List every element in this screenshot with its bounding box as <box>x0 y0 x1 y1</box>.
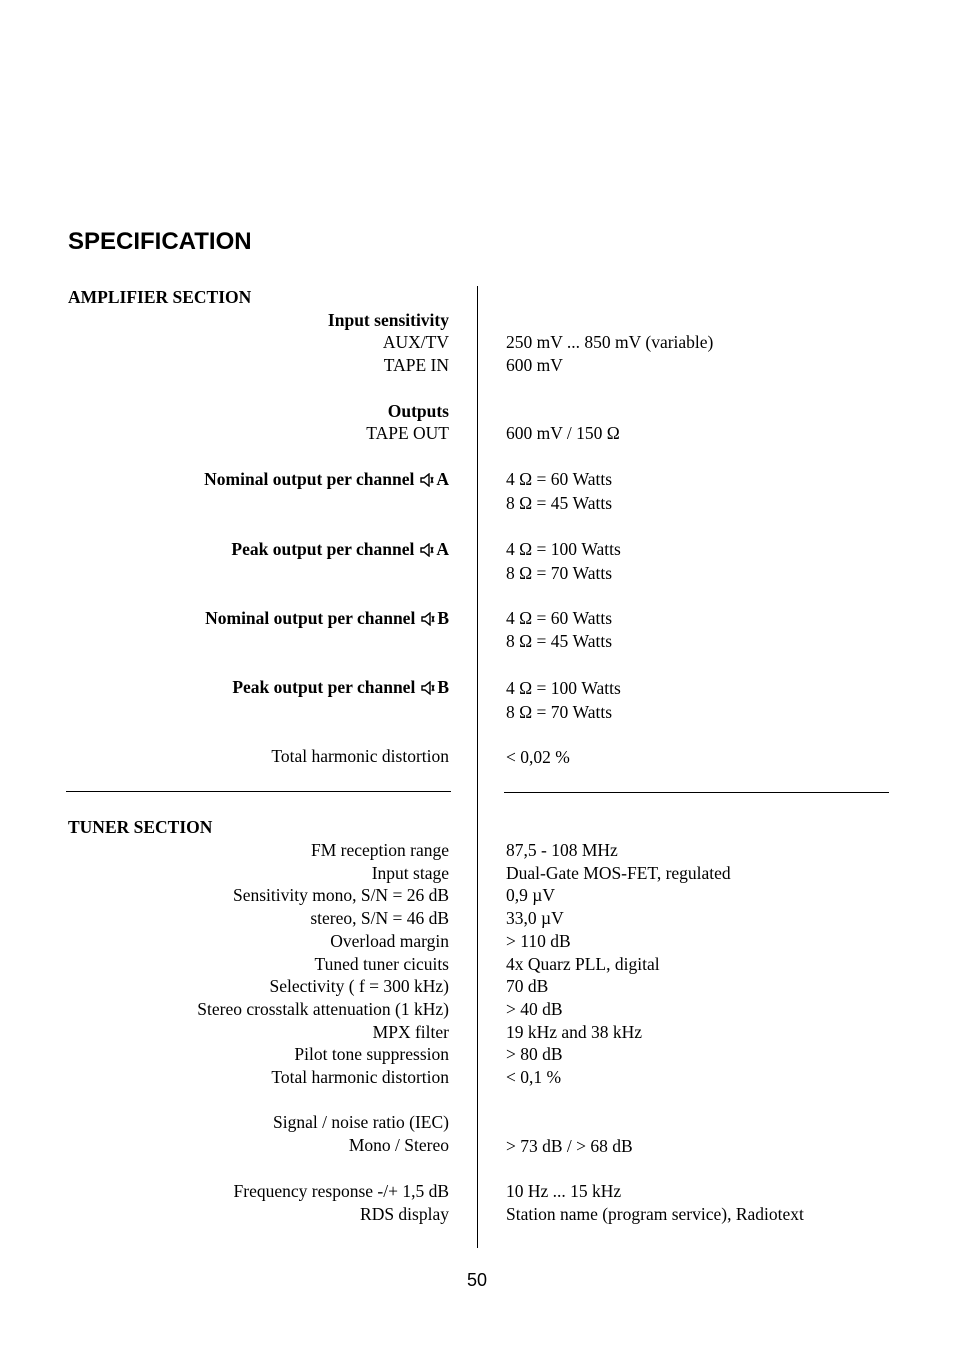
peak-output-b-value-1: 4 Ω = 100 Watts <box>506 678 621 698</box>
tuner-spec-label: Selectivity ( f = 300 kHz) <box>269 976 449 996</box>
tape-in-label: TAPE IN <box>383 355 449 375</box>
speaker-icon <box>420 473 434 487</box>
speaker-icon <box>420 543 434 557</box>
peak-output-a-label <box>231 538 449 560</box>
tuner-spec-label: Input stage <box>371 863 449 883</box>
nominal-output-a-text: Nominal output per channel <box>204 469 415 489</box>
peak-output-a-value-2: 8 Ω = 70 Watts <box>506 563 613 583</box>
tuner-spec-value: 4x Quarz PLL, digital <box>506 954 660 974</box>
tuner-spec-value: 33,0 µV <box>506 908 564 928</box>
amp-thd-value: < 0,02 % <box>506 747 570 767</box>
peak-output-b-text: Peak output per channel <box>232 677 416 697</box>
speaker-b-letter: B <box>437 677 449 697</box>
tuner-spec-value: 70 dB <box>506 976 549 996</box>
tuner-spec-label: Tuned tuner cicuits <box>314 954 449 974</box>
nominal-output-b-text: Nominal output per channel <box>205 608 416 628</box>
section-divider-left <box>66 791 451 792</box>
tuner-spec-value: < 0,1 % <box>506 1067 562 1087</box>
input-sensitivity-label: Input sensitivity <box>327 310 449 330</box>
nominal-output-b-value-2: 8 Ω = 45 Watts <box>506 631 613 651</box>
amplifier-section-heading: AMPLIFIER SECTION <box>68 287 252 307</box>
outputs-label: Outputs <box>387 401 449 421</box>
tuner-spec-label: Sensitivity mono, S/N = 26 dB <box>232 885 449 905</box>
speaker-a-letter: A <box>436 469 449 489</box>
page-number: 50 <box>466 1270 488 1290</box>
page-title: SPECIFICATION <box>68 228 252 255</box>
rds-value: Station name (program service), Radiotext <box>506 1204 804 1224</box>
aux-tv-label: AUX/TV <box>382 332 449 352</box>
freq-response-label: Frequency response -/+ 1,5 dB <box>233 1181 449 1201</box>
speaker-icon <box>421 612 435 626</box>
nominal-output-b-label <box>205 607 449 629</box>
tuner-spec-value: 19 kHz and 38 kHz <box>506 1022 643 1042</box>
rds-label: RDS display <box>360 1204 449 1224</box>
tuner-spec-value: > 110 dB <box>506 931 571 951</box>
amp-thd-label: Total harmonic distortion <box>271 746 449 766</box>
section-divider-right <box>504 792 889 793</box>
tuner-spec-label: Overload margin <box>330 931 449 951</box>
column-divider <box>477 286 478 1248</box>
nominal-output-a-value-2: 8 Ω = 45 Watts <box>506 493 613 513</box>
nominal-output-b-value-1: 4 Ω = 60 Watts <box>506 608 613 628</box>
tuner-spec-value: Dual-Gate MOS-FET, regulated <box>506 863 731 883</box>
speaker-b-letter: B <box>437 608 449 628</box>
mono-stereo-value: > 73 dB / > 68 dB <box>506 1136 633 1156</box>
freq-response-value: 10 Hz ... 15 kHz <box>506 1181 622 1201</box>
nominal-output-a-value-1: 4 Ω = 60 Watts <box>506 469 613 489</box>
peak-output-a-text: Peak output per channel <box>231 539 415 559</box>
tuner-spec-value: 0,9 µV <box>506 885 555 905</box>
mono-stereo-label: Mono / Stereo <box>348 1135 449 1155</box>
aux-tv-value: 250 mV ... 850 mV (variable) <box>506 332 714 352</box>
nominal-output-a-label <box>204 468 449 490</box>
peak-output-a-value-1: 4 Ω = 100 Watts <box>506 539 621 559</box>
tuner-spec-label: stereo, S/N = 46 dB <box>310 908 449 928</box>
tuner-spec-label: Pilot tone suppression <box>294 1044 449 1064</box>
peak-output-b-label <box>232 676 449 698</box>
tuner-spec-label: MPX filter <box>372 1022 449 1042</box>
peak-output-b-value-2: 8 Ω = 70 Watts <box>506 702 613 722</box>
tuner-spec-label: FM reception range <box>310 840 449 860</box>
tape-out-label: TAPE OUT <box>366 423 449 443</box>
tuner-spec-label: Total harmonic distortion <box>271 1067 449 1087</box>
snr-label: Signal / noise ratio (IEC) <box>273 1112 449 1132</box>
tuner-spec-value: > 80 dB <box>506 1044 563 1064</box>
tape-out-value: 600 mV / 150 Ω <box>506 423 620 443</box>
tuner-spec-value: > 40 dB <box>506 999 563 1019</box>
tape-in-value: 600 mV <box>506 355 563 375</box>
speaker-a-letter: A <box>436 539 449 559</box>
speaker-icon <box>421 681 435 695</box>
tuner-section-heading: TUNER SECTION <box>68 817 213 837</box>
tuner-spec-value: 87,5 - 108 MHz <box>506 840 618 860</box>
tuner-spec-label: Stereo crosstalk attenuation (1 kHz) <box>197 999 449 1019</box>
